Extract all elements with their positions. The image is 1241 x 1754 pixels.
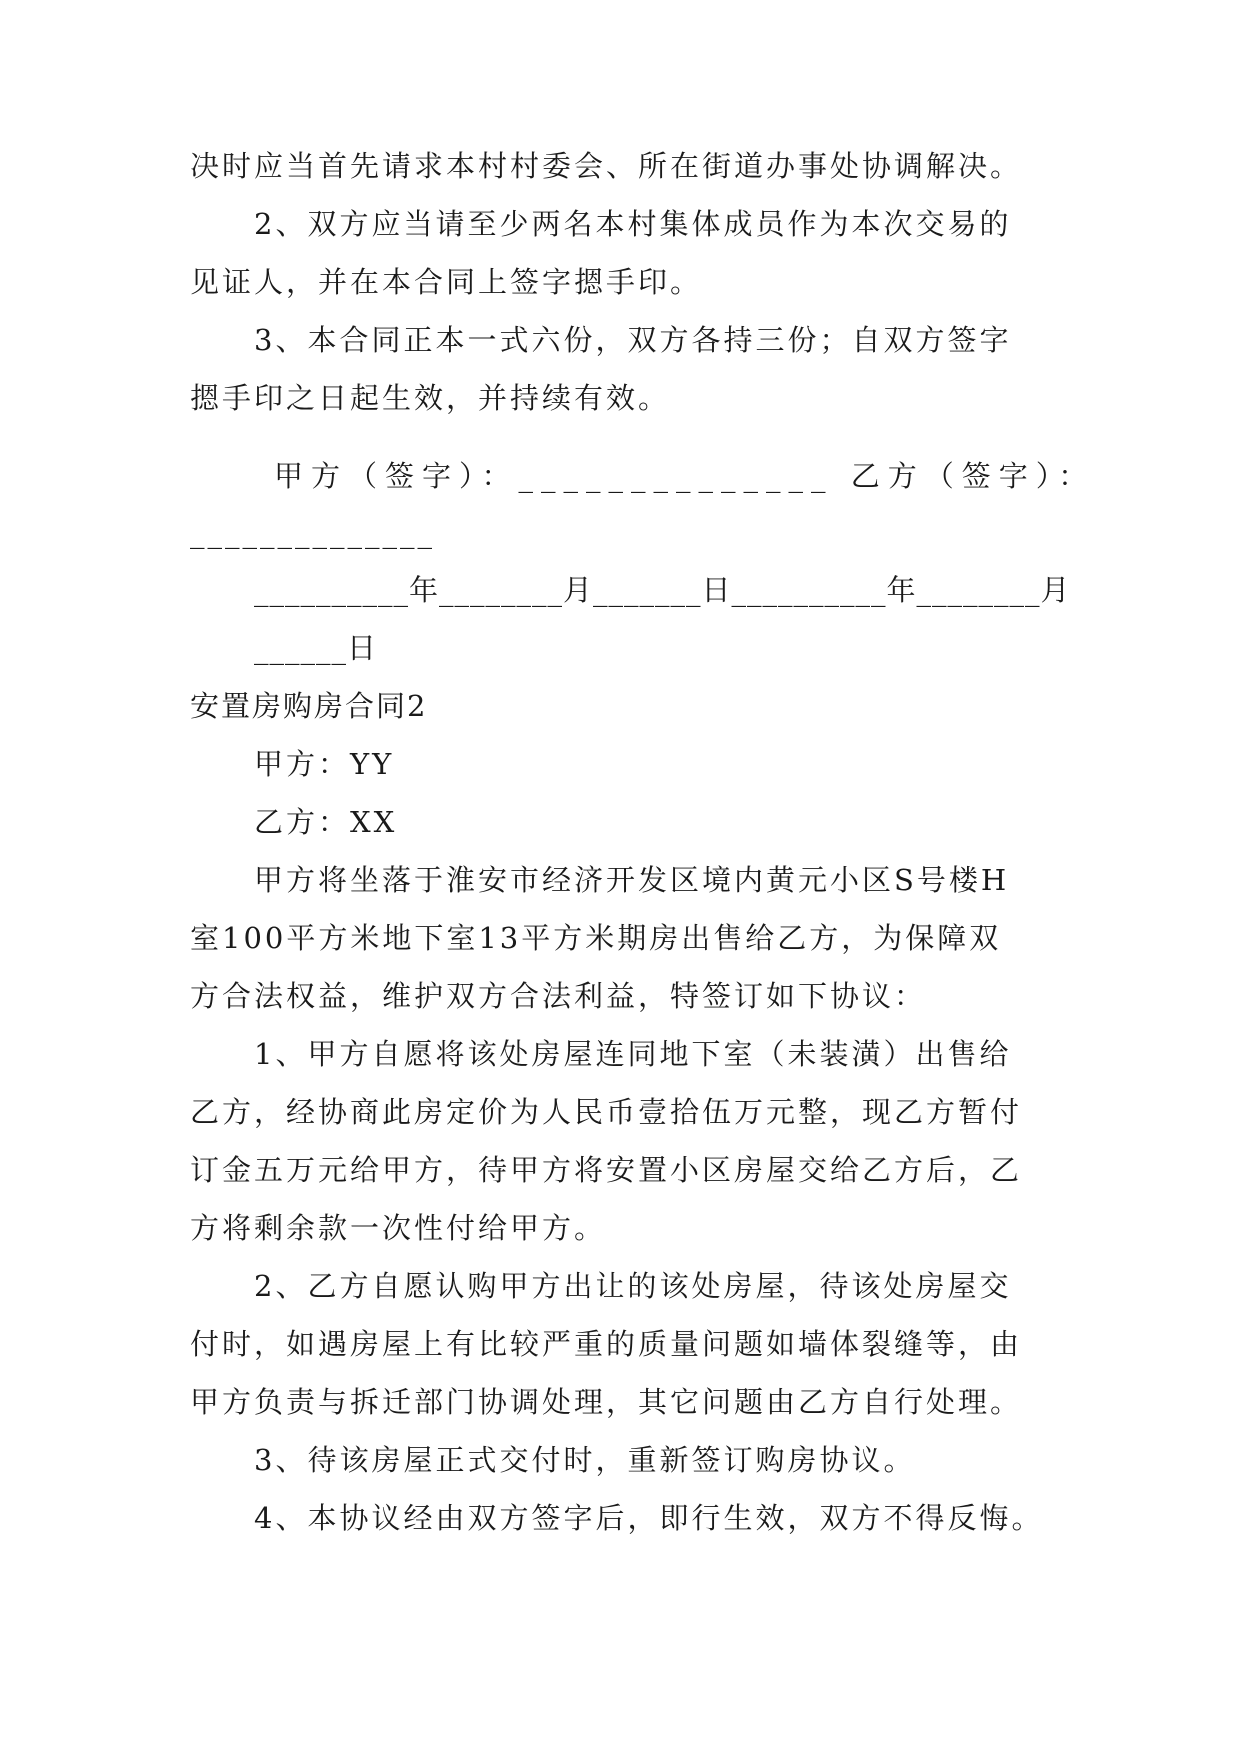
signature-line-2: ______________ [190, 515, 435, 549]
date-line-2: ______日 [254, 631, 378, 665]
party-b: 乙方：XX [254, 805, 398, 839]
paragraph-3-line-1: 3、本合同正本一式六份，双方各持三份；自双方签字 [254, 323, 1012, 357]
clause-1-line-4: 方将剩余款一次性付给甲方。 [190, 1211, 607, 1245]
clause-2-line-1: 2、乙方自愿认购甲方出让的该处房屋，待该处房屋交 [254, 1269, 1012, 1303]
clause-1-line-2: 乙方，经协商此房定价为人民币壹拾伍万元整，现乙方暂付 [190, 1095, 1023, 1129]
paragraph-2-line-2: 见证人，并在本合同上签字摁手印。 [190, 265, 703, 299]
contract-2-title: 安置房购房合同2 [190, 689, 428, 723]
clause-3: 3、待该房屋正式交付时，重新签订购房协议。 [254, 1443, 916, 1477]
clause-4: 4、本协议经由双方签字后，即行生效，双方不得反悔。 [254, 1501, 1044, 1535]
paragraph-3-line-2: 摁手印之日起生效，并持续有效。 [190, 381, 671, 415]
clause-1-line-3: 订金五万元给甲方，待甲方将安置小区房屋交给乙方后，乙 [190, 1153, 1023, 1187]
signature-line-1: 甲方（签字）：______________ 乙方（签字）： [274, 459, 1096, 493]
paragraph-1-line-1: 决时应当首先请求本村村委会、所在街道办事处协调解决。 [190, 149, 1023, 183]
party-a: 甲方：YY [254, 747, 395, 781]
clause-2-line-2: 付时，如遇房屋上有比较严重的质量问题如墙体裂缝等，由 [190, 1327, 1023, 1361]
intro-line-3: 方合法权益，维护双方合法利益，特签订如下协议： [190, 979, 927, 1013]
paragraph-2-line-1: 2、双方应当请至少两名本村集体成员作为本次交易的 [254, 207, 1012, 241]
intro-line-2: 室100平方米地下室13平方米期房出售给乙方，为保障双 [190, 921, 1002, 955]
intro-line-1: 甲方将坐落于淮安市经济开发区境内黄元小区S号楼H [254, 863, 1010, 897]
clause-2-line-3: 甲方负责与拆迁部门协调处理，其它问题由乙方自行处理。 [190, 1385, 1023, 1419]
clause-1-line-1: 1、甲方自愿将该处房屋连同地下室（未装潢）出售给 [254, 1037, 1012, 1071]
date-line-1: __________年________月_______日__________年________月 [254, 573, 1071, 607]
